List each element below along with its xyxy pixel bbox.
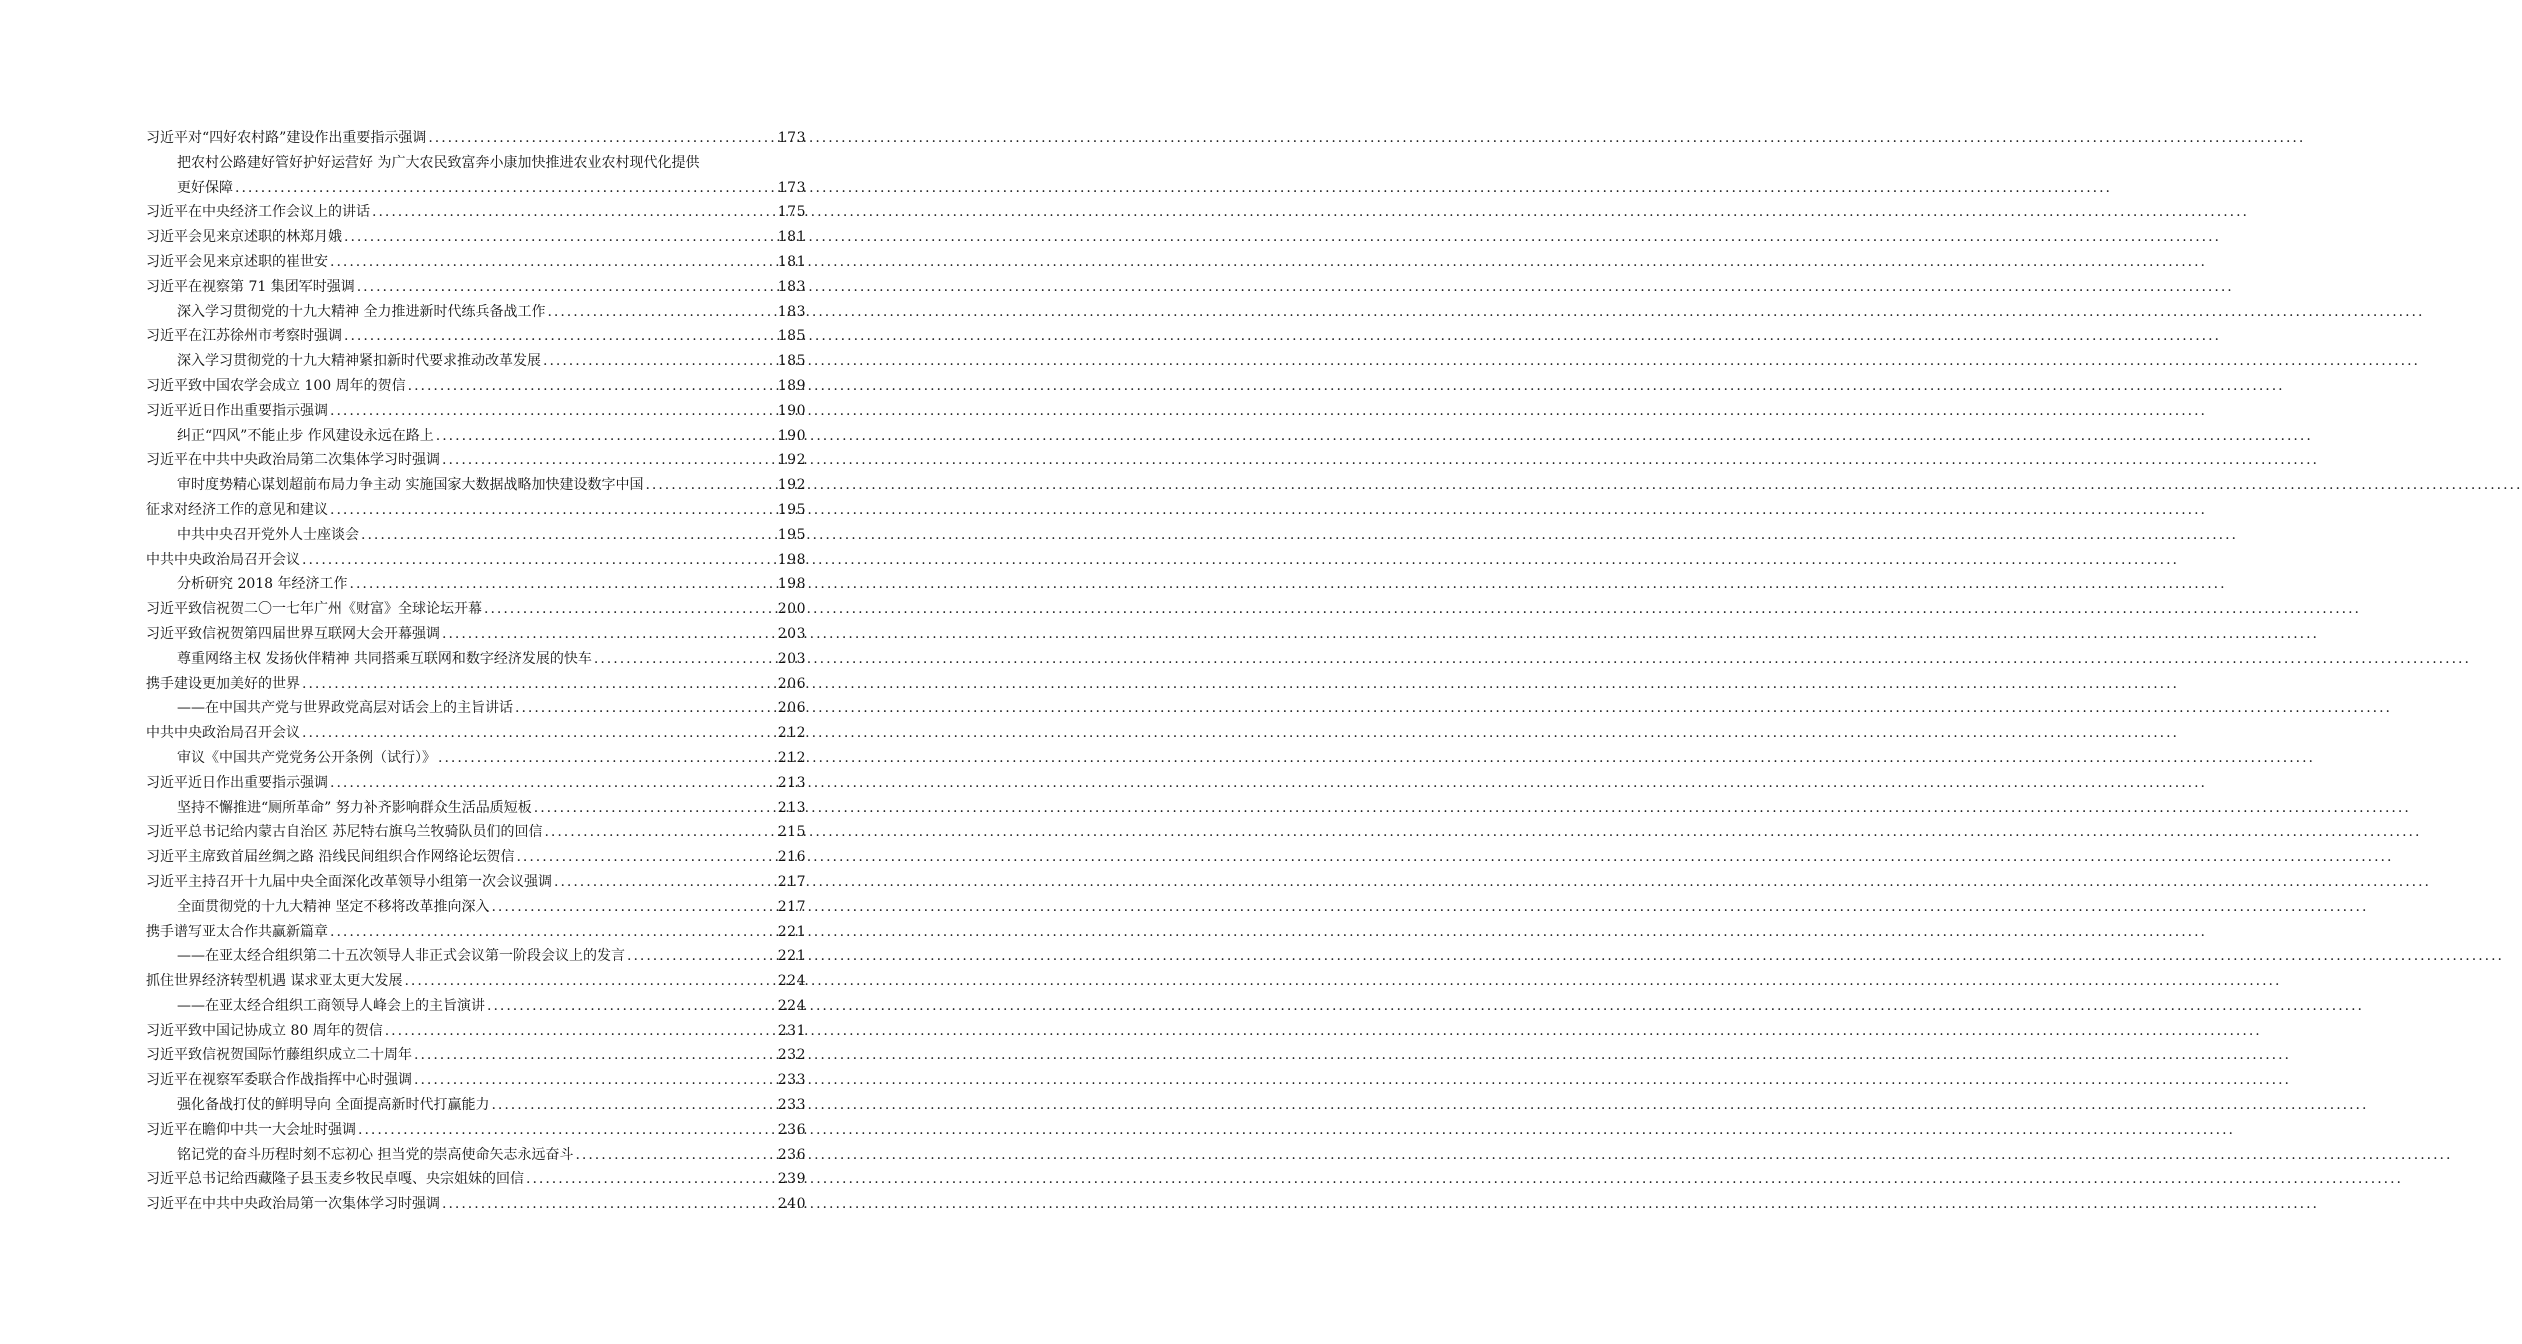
dot-leader (414, 1068, 776, 1093)
dot-leader (357, 275, 776, 300)
toc-entry-page-number: 185 (777, 353, 806, 370)
toc-entry-title: 习近平总书记给西藏隆子县玉麦乡牧民卓嘎、央宗姐妹的回信 (146, 1171, 524, 1188)
toc-entry-title: ——在中国共产党与世界政党高层对话会上的主旨讲话 (177, 700, 513, 717)
toc-entry[interactable] (146, 721, 806, 746)
toc-entry-page-number: 224 (777, 997, 806, 1014)
dot-leader (408, 374, 776, 399)
toc-entry-title: 习近平主席致首届丝绸之路 沿线民间组织合作网络论坛贺信 (146, 849, 515, 866)
toc-entry-title: 习近平致信祝贺第四届世界互联网大会开幕强调 (146, 625, 440, 642)
toc-entry-title: 习近平会见来京述职的林郑月娥 (146, 229, 342, 246)
toc-subentry[interactable] (146, 300, 806, 325)
toc-entry-title: 坚持不懈推进“厕所革命” 努力补齐影响群众生活品质短板 (177, 799, 532, 816)
toc-entry-title: 纠正“四风”不能止步 作风建设永远在路上 (177, 427, 434, 444)
toc-entry-page-number: 190 (777, 427, 806, 444)
dot-leader (302, 548, 776, 573)
toc-entry-title: 征求对经济工作的意见和建议 (146, 501, 328, 518)
toc-entry-title: 习近平在视察军委联合作战指挥中心时强调 (146, 1072, 412, 1089)
dot-leader (428, 126, 775, 151)
toc-entry-page-number: 206 (777, 700, 806, 717)
document-page (0, 0, 950, 1344)
toc-entry[interactable] (146, 225, 806, 250)
toc-entry-page-number: 212 (777, 749, 806, 766)
toc-entry-title: 深入学习贯彻党的十九大精神紧扣新时代要求推动改革发展 (177, 353, 541, 370)
toc-entry[interactable] (146, 870, 806, 895)
toc-entry-title: 习近平在中共中央政治局第一次集体学习时强调 (146, 1196, 440, 1213)
toc-entry-page-number: 213 (777, 799, 806, 816)
toc-subentry[interactable] (146, 424, 806, 449)
dot-leader (438, 746, 776, 771)
toc-subentry[interactable] (146, 572, 806, 597)
toc-entry-title: 习近平在视察第 71 集团军时强调 (146, 278, 355, 295)
toc-entry-title: 习近平在瞻仰中共一大会址时强调 (146, 1121, 356, 1138)
toc-entry-page-number: 183 (777, 278, 806, 295)
dot-leader (645, 473, 775, 498)
toc-entry[interactable] (146, 597, 806, 622)
toc-entry[interactable] (146, 771, 806, 796)
toc-entry-page-number: 198 (777, 551, 806, 568)
toc-entry[interactable] (146, 1118, 806, 1143)
toc-entry[interactable] (146, 374, 806, 399)
toc-entry[interactable] (146, 275, 806, 300)
toc-entry-title: ——在亚太经合组织工商领导人峰会上的主旨演讲 (177, 997, 485, 1014)
dot-leader (358, 1118, 776, 1143)
dot-leader (330, 250, 776, 275)
toc-entry-title: 携手谱写亚太合作共赢新篇章 (146, 923, 328, 940)
toc-entry-page-number: 173 (777, 130, 806, 146)
dot-leader (442, 448, 776, 473)
toc-entry-title: 携手建设更加美好的世界 (146, 675, 300, 692)
toc-entry-page-number: 233 (777, 1072, 806, 1089)
toc-entry-title: 习近平主持召开十九届中央全面深化改革领导小组第一次会议强调 (146, 873, 552, 890)
toc-entry-page-number: 239 (777, 1171, 806, 1188)
toc-entry-page-number: 198 (777, 576, 806, 593)
dot-leader (491, 1093, 775, 1118)
toc-entry[interactable] (146, 200, 806, 225)
toc-entry-title: 习近平在中共中央政治局第二次集体学习时强调 (146, 452, 440, 469)
toc-entry-title: 审议《中国共产党党务公开条例（试行）》 (177, 749, 436, 766)
dot-leader (330, 498, 776, 523)
dot-leader (330, 771, 776, 796)
toc-entry-page-number: 175 (777, 204, 806, 221)
dot-leader (330, 399, 776, 424)
toc-entry-title: 审时度势精心谋划超前布局力争主动 实施国家大数据战略加快建设数字中国 (177, 477, 644, 494)
toc-entry-page-number: 195 (777, 526, 806, 543)
dot-leader (515, 696, 776, 721)
toc-entry-title: 习近平致信祝贺二〇一七年广州《财富》全球论坛开幕 (146, 601, 482, 618)
dot-leader (436, 424, 776, 449)
dot-leader (361, 523, 776, 548)
toc-entry-title: 中共中央召开党外人士座谈会 (177, 526, 359, 543)
toc-entry-page-number: 189 (777, 377, 806, 394)
toc-entry[interactable] (146, 448, 806, 473)
dot-leader (491, 895, 775, 920)
toc-entry[interactable] (146, 1167, 806, 1192)
toc-subentry[interactable] (146, 895, 806, 920)
toc-entry[interactable] (146, 1068, 806, 1093)
toc-subentry[interactable] (146, 746, 806, 771)
dot-leader (235, 176, 776, 201)
toc-entry-page-number: 192 (777, 477, 806, 494)
dot-leader (487, 994, 776, 1019)
toc-entry-title: ——在亚太经合组织第二十五次领导人非正式会议第一阶段会议上的发言 (177, 948, 625, 965)
toc-entry-page-number: 233 (777, 1097, 806, 1114)
toc-entry[interactable] (146, 324, 806, 349)
toc-subentry[interactable] (146, 523, 806, 548)
toc-entry-title: 习近平总书记给内蒙古自治区 苏尼特右旗乌兰牧骑队员们的回信 (146, 824, 543, 841)
dot-leader (534, 796, 776, 821)
dot-leader (526, 1167, 776, 1192)
toc-entry-page-number: 195 (777, 501, 806, 518)
dot-leader (594, 647, 776, 672)
toc-entry-page-number: 192 (777, 452, 806, 469)
toc-entry-title: 习近平对“四好农村路”建设作出重要指示强调 (146, 130, 427, 146)
toc-entry-title: 深入学习贯彻党的十九大精神 全力推进新时代练兵备战工作 (177, 303, 546, 320)
toc-entry-page-number: 216 (777, 849, 806, 866)
toc-entry-page-number: 221 (777, 923, 806, 940)
toc-subentry[interactable] (146, 1093, 806, 1118)
dot-leader (302, 721, 776, 746)
toc-entry-page-number: 213 (777, 774, 806, 791)
dot-leader (554, 870, 776, 895)
toc-subentry[interactable] (146, 944, 806, 969)
toc-entry-title: 习近平会见来京述职的崔世安 (146, 253, 328, 270)
toc-entry-title: 分析研究 2018 年经济工作 (177, 576, 348, 593)
toc-entry-page-number: 183 (777, 303, 806, 320)
toc-subentry[interactable] (146, 349, 806, 374)
toc-entry-title: 中共中央政治局召开会议 (146, 551, 300, 568)
toc-entry-page-number: 215 (777, 824, 806, 841)
dot-leader (442, 622, 776, 647)
toc-entry-page-number: 173 (777, 179, 806, 196)
table-of-contents (146, 126, 806, 1217)
toc-subentry[interactable] (146, 647, 806, 672)
toc-entry-page-number: 240 (777, 1196, 806, 1213)
toc-entry-page-number: 217 (777, 873, 806, 890)
toc-entry-page-number: 212 (777, 725, 806, 742)
toc-subentry[interactable] (146, 796, 806, 821)
toc-subentry[interactable] (146, 994, 806, 1019)
toc-entry[interactable] (146, 820, 806, 845)
toc-entry[interactable] (146, 1192, 806, 1217)
toc-entry[interactable] (146, 672, 806, 697)
dot-leader (627, 944, 776, 969)
dot-leader (372, 200, 776, 225)
toc-subentry[interactable] (146, 473, 806, 498)
toc-entry[interactable] (146, 1019, 806, 1044)
toc-entry-page-number: 185 (777, 328, 806, 345)
toc-entry-title: 中共中央政治局召开会议 (146, 725, 300, 742)
toc-subentry[interactable] (146, 696, 806, 721)
toc-entry-page-number: 203 (777, 650, 806, 667)
toc-entry-title: 习近平致中国农学会成立 100 周年的贺信 (146, 377, 406, 394)
toc-entry-page-number: 200 (777, 601, 806, 618)
toc-entry-page-number: 181 (777, 229, 806, 246)
toc-entry[interactable] (146, 969, 806, 994)
dot-leader (442, 1192, 776, 1217)
dot-leader (344, 324, 776, 349)
toc-entry-title: 习近平近日作出重要指示强调 (146, 402, 328, 419)
toc-entry[interactable] (146, 250, 806, 275)
dot-leader (344, 225, 776, 250)
toc-entry[interactable] (146, 622, 806, 647)
toc-entry-title: 抓住世界经济转型机遇 谋求亚太更大发展 (146, 973, 403, 990)
toc-entry-title: 把农村公路建好管好护好运营好 为广大农民致富奔小康加快推进农业农村现代化提供 (177, 154, 700, 171)
toc-entry-page-number: 206 (777, 675, 806, 692)
toc-entry[interactable] (146, 920, 806, 945)
toc-entry-page-number: 221 (777, 948, 806, 965)
toc-entry[interactable] (146, 498, 806, 523)
dot-leader (547, 300, 775, 325)
dot-leader (404, 969, 775, 994)
toc-entry[interactable] (146, 151, 806, 201)
toc-entry-title: 习近平在江苏徐州市考察时强调 (146, 328, 342, 345)
toc-entry[interactable] (146, 399, 806, 424)
dot-leader (302, 672, 776, 697)
toc-entry[interactable] (146, 126, 806, 151)
toc-entry-page-number: 224 (777, 973, 806, 990)
toc-entry[interactable] (146, 548, 806, 573)
toc-subentry[interactable] (146, 1143, 806, 1168)
dot-leader (516, 845, 775, 870)
toc-entry-title: 尊重网络主权 发扬伙伴精神 共同搭乘互联网和数字经济发展的快车 (177, 650, 592, 667)
toc-entry-title: 习近平致中国记协成立 80 周年的贺信 (146, 1022, 383, 1039)
dot-leader (543, 349, 776, 374)
toc-entry-title-continued: 更好保障 (177, 179, 233, 196)
toc-entry-title: 强化备战打仗的鲜明导向 全面提高新时代打赢能力 (177, 1097, 490, 1114)
toc-entry-title: 全面贯彻党的十九大精神 坚定不移将改革推向深入 (177, 898, 490, 915)
toc-entry[interactable] (146, 845, 806, 870)
toc-entry-page-number: 181 (777, 253, 806, 270)
toc-entry-page-number: 232 (777, 1047, 806, 1064)
toc-entry-page-number: 236 (777, 1121, 806, 1138)
toc-entry[interactable] (146, 1043, 806, 1068)
dot-leader (330, 920, 776, 945)
dot-leader (544, 820, 775, 845)
dot-leader (575, 1143, 775, 1168)
toc-entry-title: 铭记党的奋斗历程时刻不忘初心 担当党的崇高使命矢志永远奋斗 (177, 1146, 574, 1163)
toc-entry-title: 习近平在中央经济工作会议上的讲话 (146, 204, 370, 221)
toc-entry-title: 习近平致信祝贺国际竹藤组织成立二十周年 (146, 1047, 412, 1064)
dot-leader (484, 597, 776, 622)
dot-leader (385, 1019, 776, 1044)
dot-leader (350, 572, 776, 597)
toc-entry-page-number: 203 (777, 625, 806, 642)
toc-entry-page-number: 190 (777, 402, 806, 419)
toc-entry-page-number: 236 (777, 1146, 806, 1163)
toc-entry-page-number: 217 (777, 898, 806, 915)
toc-entry-title: 习近平近日作出重要指示强调 (146, 774, 328, 791)
toc-entry-page-number: 231 (777, 1022, 806, 1039)
dot-leader (414, 1043, 776, 1068)
